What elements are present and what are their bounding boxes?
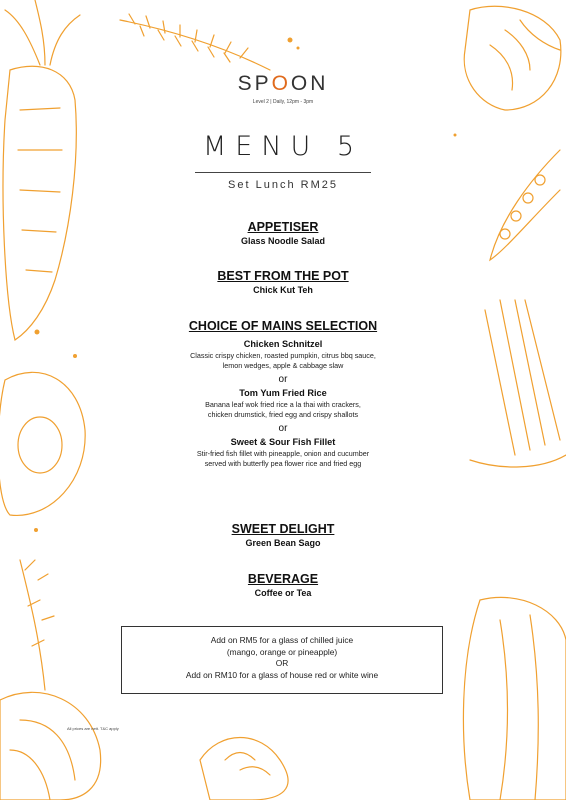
section-mains <box>95 318 471 469</box>
section-beverage <box>95 571 471 600</box>
menu-item: Glass Noodle Salad <box>240 236 326 246</box>
menu-item: Coffee or Tea <box>254 588 312 598</box>
addon-line: (mango, orange or pineapple) <box>226 646 338 657</box>
section-appetiser <box>95 219 471 248</box>
main-item-desc: Stir-fried fish fillet with pineapple, onion and cucumber <box>196 449 370 458</box>
cabbage-illustration <box>0 692 101 800</box>
section-pot <box>95 268 471 297</box>
leek-illustration <box>485 300 560 455</box>
artichoke-illustration <box>464 6 561 110</box>
title-divider <box>195 172 371 173</box>
menu-content <box>95 0 471 800</box>
logo-text-prefix: SP <box>237 72 272 95</box>
section-heading: APPETISER <box>247 220 319 234</box>
logo-text-suffix: ON <box>290 72 329 95</box>
herb-bunch-illustration <box>20 560 54 690</box>
menu-subtitle: Set Lunch RM25 <box>228 179 338 191</box>
pumpkin-illustration <box>463 597 566 800</box>
main-item-name: Chicken Schnitzel <box>243 339 323 349</box>
or-separator: or <box>278 374 288 385</box>
menu-title: MENU 5 <box>202 131 364 162</box>
addon-or: OR <box>275 658 289 668</box>
main-item-desc: served with butterfly pea flower rice and fried egg <box>204 459 362 468</box>
main-item-name: Tom Yum Fried Rice <box>239 388 327 398</box>
section-dessert <box>95 521 471 550</box>
main-item-desc: Classic crispy chicken, roasted pumpkin, citrus bbq sauce, <box>190 351 376 360</box>
main-item-desc: lemon wedges, apple & cabbage slaw <box>222 361 344 370</box>
main-item-desc: chicken drumstick, fried egg and crispy shallots <box>207 410 359 419</box>
section-heading: CHOICE OF MAINS SELECTION <box>188 319 378 333</box>
main-item-name: Sweet & Sour Fish Fillet <box>230 437 336 447</box>
menu-item: Green Bean Sago <box>245 538 321 548</box>
menu-item: Chick Kut Teh <box>253 285 313 295</box>
section-heading: SWEET DELIGHT <box>231 522 335 536</box>
pea-pod-illustration <box>490 150 560 260</box>
price-footnote: All prices are nett. T&C apply <box>67 726 119 731</box>
section-heading: BEST FROM THE POT <box>217 269 349 283</box>
addon-box <box>121 626 443 694</box>
section-heading: BEVERAGE <box>247 572 319 586</box>
addon-line: Add on RM5 for a glass of chilled juice <box>210 635 354 645</box>
main-item-desc: Banana leaf wok fried rice a la thai with crackers, <box>205 400 361 409</box>
logo-spoon-o: O <box>271 72 291 95</box>
or-separator: or <box>278 423 288 434</box>
addon-line: Add on RM10 for a glass of house red or white wine <box>185 669 379 680</box>
spoon-logo <box>95 72 471 96</box>
carrot-illustration <box>3 66 76 340</box>
avocado-illustration <box>0 372 85 515</box>
opening-hours: Level 2 | Daily, 12pm - 3pm <box>252 99 314 105</box>
